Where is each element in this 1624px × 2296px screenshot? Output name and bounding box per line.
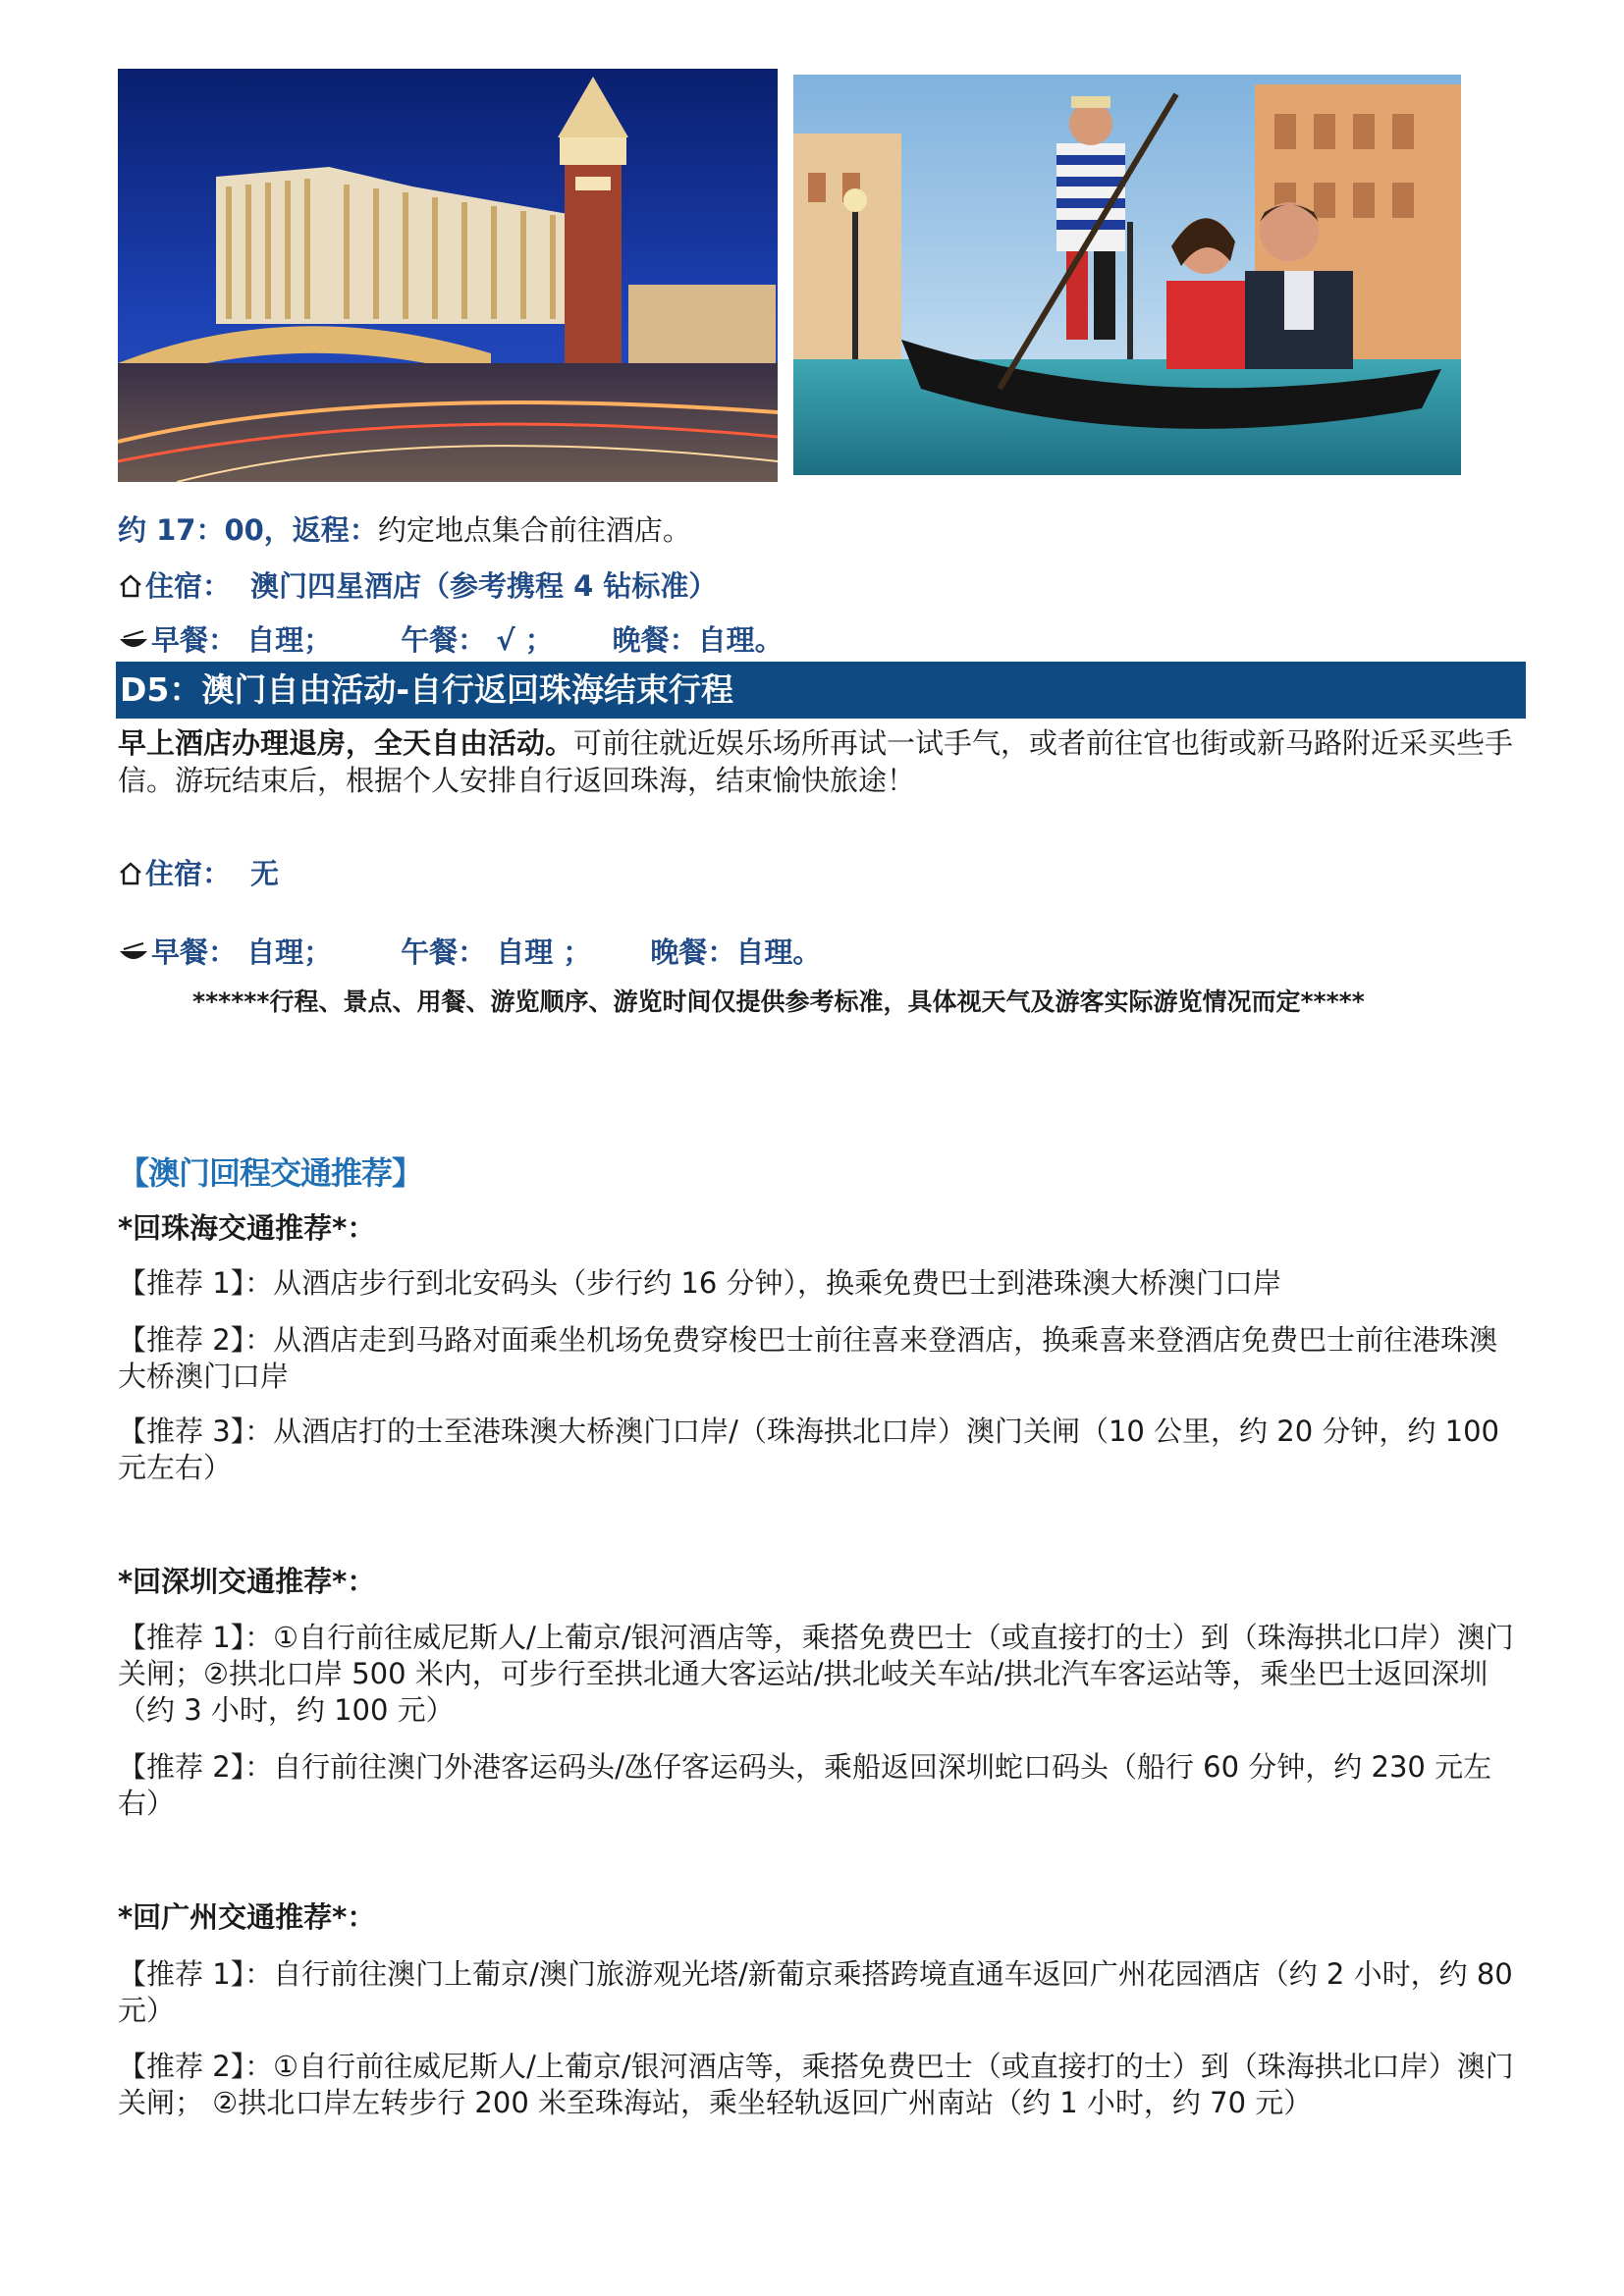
home-icon [118,861,143,886]
stay-label: 住宿： [145,569,232,603]
return-line [118,512,691,548]
breakfast-text: 早餐： 自理； [151,623,333,657]
stay-line-d4 [118,568,717,604]
breakfast-text: 早餐： 自理； [151,935,333,969]
return-text: 约定地点集合前往酒店。 [377,513,691,547]
bowl-icon [118,629,149,653]
day5-intro-bold: 早上酒店办理退房，全天自由活动。 [118,726,574,760]
stay-value: 澳门四星酒店（参考携程 4 钻标准） [250,569,718,603]
stay-line-d5 [118,856,279,891]
return-time-label: 约 17：00，返程： [118,513,378,547]
shenzhen-heading: *回深圳交通推荐*： [118,1565,376,1598]
day5-intro-text: 可前往就近娱乐场所再试一试手气，或者前往官也街或新马路附近采买些手信。游玩结束后，根据个人安排自行返回珠海，结束愉快旅途！ [118,726,1514,797]
bowl-icon [118,941,149,965]
day5-intro [118,724,1524,799]
stay-value: 无 [250,857,280,890]
meals-line-d5 [118,934,821,970]
meals-line-d4 [118,622,784,658]
guangzhou-rec-1: 【推荐 1】：自行前往澳门上葡京/澳门旅游观光塔/新葡京乘搭跨境直通车返回广州花园酒店（约 2 小时，约 80 元） [118,1957,1513,2027]
zhuhai-rec-3: 【推荐 3】：从酒店打的士至港珠澳大桥澳门口岸/（珠海拱北口岸）澳门关闸（10 公里，约 20 分钟，约 100 元左右） [118,1415,1499,1484]
shenzhen-rec-1: 【推荐 1】：①自行前往威尼斯人/上葡京/银河酒店等，乘搭免费巴士（或直接打的士）到（珠海拱北口岸）澳门关闸；②拱北口岸 500 米内，可步行至拱北通大客运站/拱北岐关车站/拱北汽车客运站等，乘坐巴士返回深圳（约 3 小时，约 100 元） [118,1621,1514,1727]
day5-title-bar: D5：澳门自由活动-自行返回珠海结束行程 [116,662,1526,719]
guangzhou-heading: *回广州交通推荐*： [118,1900,376,1934]
gondola-photo [793,75,1461,475]
venetian-night-photo [118,69,778,482]
dinner-text: 晚餐：自理。 [612,623,784,657]
stay-label: 住宿： [145,857,232,890]
zhuhai-rec-1: 【推荐 1】：从酒店步行到北安码头（步行约 16 分钟），换乘免费巴士到港珠澳大桥澳门口岸 [118,1266,1282,1300]
zhuhai-rec-2: 【推荐 2】：从酒店走到马路对面乘坐机场免费穿梭巴士前往喜来登酒店，换乘喜来登酒店免费巴士前往港珠澳大桥澳门口岸 [118,1323,1498,1393]
dinner-text: 晚餐：自理。 [650,935,822,969]
zhuhai-heading: *回珠海交通推荐*： [118,1211,376,1245]
lunch-text: 午餐： √ ； [401,623,554,657]
home-icon [118,573,143,599]
guangzhou-rec-2: 【推荐 2】：①自行前往威尼斯人/上葡京/银河酒店等，乘搭免费巴士（或直接打的士）到（珠海拱北口岸）澳门关闸； ②拱北口岸左转步行 200 米至珠海站，乘坐轻轨返回广州南站（约 1 小时，约 70 元） [118,2050,1514,2119]
lunch-text: 午餐： 自理 ； [401,935,592,969]
shenzhen-rec-2: 【推荐 2】：自行前往澳门外港客运码头/氹仔客运码头，乘船返回深圳蛇口码头（船行 60 分钟，约 230 元左右） [118,1750,1492,1820]
transport-section-title: 【澳门回程交通推荐】 [118,1154,423,1192]
itinerary-disclaimer: ******行程、景点、用餐、游览顺序、游览时间仅提供参考标准，具体视天气及游客实际游览情况而定***** [192,988,1365,1016]
